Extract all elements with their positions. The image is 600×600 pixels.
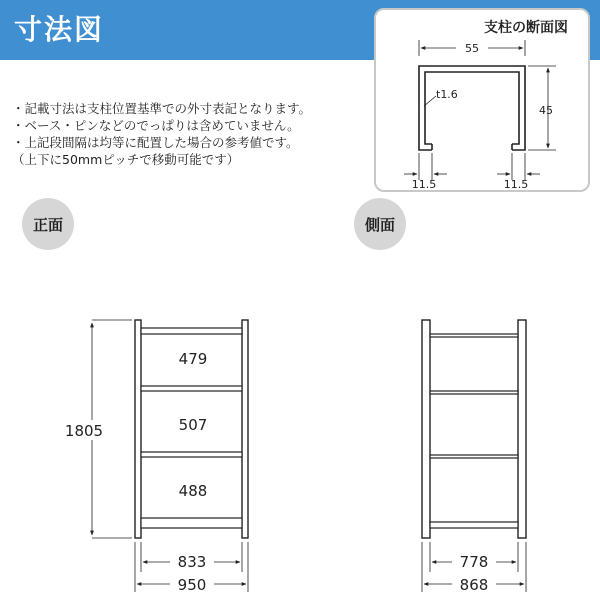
front-right-post (242, 320, 248, 538)
front-view-label: 正面 (32, 215, 63, 234)
front-inner-width-label: 833 (177, 553, 207, 571)
side-view-label: 側面 (364, 215, 395, 234)
front-shelf (141, 452, 242, 457)
page-title: 寸法図 (14, 13, 105, 46)
shelf-gap-label: 488 (178, 482, 208, 500)
shelf-gap-label: 479 (178, 350, 208, 368)
section-lip-right-label: 11.5 (503, 178, 529, 190)
section-height-label: 45 (539, 104, 553, 117)
side-shelf (430, 391, 518, 394)
front-height-label: 1805 (64, 422, 104, 440)
front-left-post (135, 320, 141, 538)
section-lip-left-label: 11.5 (411, 178, 437, 190)
section-width-label: 55 (465, 42, 479, 55)
side-shelf (430, 522, 518, 528)
front-shelf (141, 328, 242, 334)
front-shelf (141, 518, 242, 528)
shelf-gap-label: 507 (178, 416, 208, 434)
note-item: ・上記段間隔は均等に配置した場合の参考値です。 (12, 135, 299, 150)
note-item: ・記載寸法は支柱位置基準での外寸表記となります。 (12, 101, 312, 116)
side-shelf (430, 334, 518, 337)
note-item: （上下に50mmピッチで移動可能です） (12, 152, 240, 167)
front-shelf (141, 386, 242, 391)
section-thickness-label: t1.6 (436, 88, 458, 101)
side-left-post (422, 320, 430, 538)
side-inner-depth-label: 778 (459, 553, 489, 571)
note-item: ・ベース・ピンなどのでっぱりは含めていません。 (12, 118, 300, 133)
section-title: 支柱の断面図 (484, 20, 568, 36)
side-right-post (518, 320, 526, 538)
front-outer-width-label: 950 (177, 576, 207, 594)
front-view-drawing (64, 320, 248, 594)
side-shelf (430, 455, 518, 458)
side-view-drawing (422, 320, 526, 594)
side-outer-depth-label: 868 (459, 576, 489, 594)
